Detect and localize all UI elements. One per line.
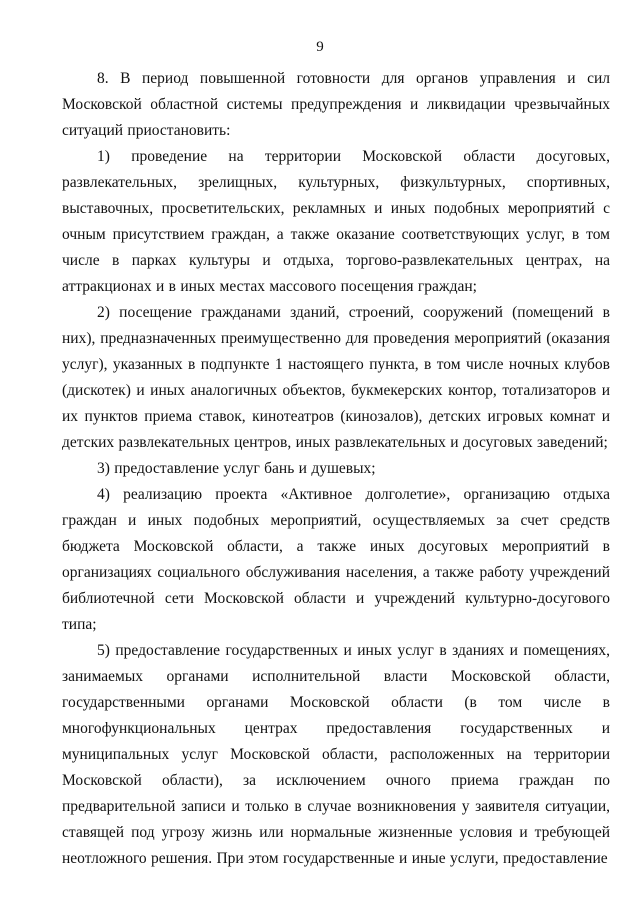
paragraph-subitem-1: 1) проведение на территории Московской области досуговых, развлекательных, зрелищных, культурных, физкультурных, спортивных, выставочных, просветительских, рекламных и иных подобных мероприятий с очным присутствием граждан, а также оказание соответствующих услуг, в том числе в парках культуры и отдыха, торгово-развлекательных центрах, на аттракционах и в иных местах массового посещения граждан; bbox=[62, 148, 610, 295]
paragraph-item-8: 8. В период повышенной готовности для органов управления и сил Московской областной системы предупреждения и ликвидации чрезвычайных ситуаций приостановить: bbox=[62, 70, 610, 139]
paragraph-subitem-3: 3) предоставление услуг бань и душевых; bbox=[97, 460, 376, 477]
document-body bbox=[62, 66, 610, 872]
paragraph-subitem-5: 5) предоставление государственных и иных услуг в зданиях и помещениях, занимаемых органами исполнительной власти Московской области, государственными органами Московской области (в том числе в многофункциональных центрах предоставления государственных и муниципальных услуг Московской области, расположенных на территории Московской области), за исключением очного приема граждан по предварительной записи и только в случае возникновения у заявителя ситуации, ставящей под угрозу жизнь или нормальные жизненные условия и требующей неотложного решения. При этом государственные и иные услуги, предоставление bbox=[62, 642, 610, 867]
page-number: 9 bbox=[316, 39, 324, 55]
paragraph-subitem-2: 2) посещение гражданами зданий, строений, сооружений (помещений в них), предназначенных преимущественно для проведения мероприятий (оказания услуг), указанных в подпункте 1 настоящего пункта, в том числе ночных клубов (дискотек) и иных аналогичных объектов, букмекерских контор, тотализаторов и их пунктов приема ставок, кинотеатров (кинозалов), детских игровых комнат и детских развлекательных центров, иных развлекательных и досуговых заведений; bbox=[62, 304, 610, 451]
paragraph-subitem-4: 4) реализацию проекта «Активное долголетие», организацию отдыха граждан и иных подобных мероприятий, осуществляемых за счет средств бюджета Московской области, а также иных досуговых мероприятий в организациях социального обслуживания населения, а также работу учреждений библиотечной сети Московской области и учреждений культурно-досугового типа; bbox=[62, 486, 610, 633]
